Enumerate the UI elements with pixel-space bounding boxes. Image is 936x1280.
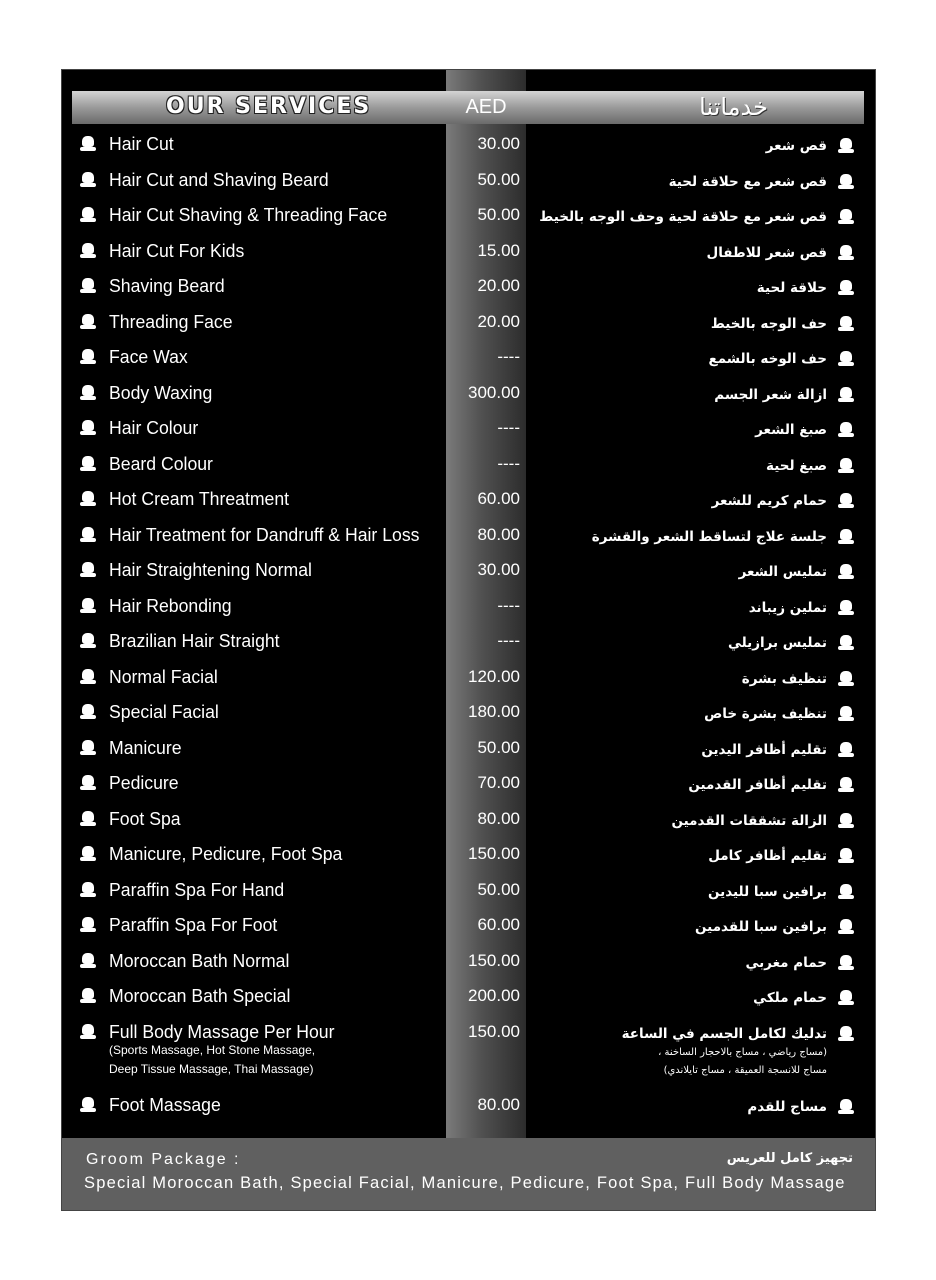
top-hat-icon	[838, 493, 854, 509]
service-name: Brazilian Hair Straight	[109, 631, 280, 651]
top-hat-icon	[838, 671, 854, 687]
service-row	[62, 808, 876, 838]
service-price: 60.00	[477, 489, 520, 508]
service-price: 150.00	[468, 1021, 520, 1041]
top-hat-icon	[838, 280, 854, 296]
service-price: 60.00	[477, 915, 520, 934]
service-price: 50.00	[477, 205, 520, 224]
service-name: Hot Cream Threatment	[109, 489, 290, 509]
service-name: Hair Cut	[109, 134, 174, 154]
top-hat-icon	[80, 811, 96, 827]
service-name-arabic: تمليس برازيلي	[727, 635, 827, 651]
service-price: 20.00	[477, 276, 520, 295]
service-name-arabic: حف الوخه بالشمع	[708, 351, 827, 367]
service-name-arabic: تنظيف بشرة	[741, 670, 827, 687]
top-hat-icon	[838, 387, 854, 403]
service-row	[62, 843, 876, 873]
top-hat-icon	[80, 243, 96, 259]
service-row	[62, 204, 876, 234]
top-hat-icon	[80, 953, 96, 969]
service-name: Foot Massage	[109, 1095, 221, 1115]
top-hat-icon	[80, 917, 96, 933]
top-hat-icon	[80, 882, 96, 898]
top-hat-icon	[80, 846, 96, 862]
service-price: ----	[497, 453, 520, 473]
service-price: 50.00	[477, 879, 520, 899]
service-name: Foot Spa	[109, 808, 181, 829]
service-name-arabic: جلسة علاج لتساقط الشعر والقشرة	[591, 528, 827, 545]
service-row	[62, 524, 876, 554]
service-row	[62, 666, 876, 696]
service-row	[62, 488, 876, 518]
service-row	[62, 169, 876, 199]
top-hat-icon	[838, 777, 854, 793]
service-price: 20.00	[477, 311, 520, 331]
service-name-arabic: برافين سبا لليدين	[708, 883, 827, 900]
top-hat-icon	[80, 420, 96, 436]
top-hat-icon	[838, 1099, 854, 1115]
service-name: Normal Facial	[109, 666, 218, 687]
service-name: Hair Rebonding	[109, 595, 232, 616]
top-hat-icon	[80, 633, 96, 649]
service-name-arabic: حلاقة لحية	[756, 280, 827, 296]
service-price: 200.00	[468, 986, 520, 1005]
service-name-arabic: تمليس الشعر	[738, 564, 827, 580]
service-name: Full Body Massage Per Hour	[109, 1021, 335, 1042]
service-name-arabic: قص شعر مع حلاقة لحية وحف الوجه بالخيط	[539, 209, 827, 225]
top-hat-icon	[838, 848, 854, 864]
groom-package-band	[62, 1138, 876, 1211]
service-note: (Sports Massage, Hot Stone Massage,	[109, 1042, 316, 1057]
top-hat-icon	[838, 919, 854, 935]
top-hat-icon	[80, 349, 96, 365]
top-hat-icon	[838, 174, 854, 190]
top-hat-icon	[80, 1024, 96, 1040]
service-name: Moroccan Bath Normal	[109, 950, 290, 971]
service-name-arabic: ازالة شعر الجسم	[714, 386, 827, 403]
service-price: ----	[497, 631, 520, 650]
top-hat-icon	[80, 704, 96, 720]
service-row	[62, 1021, 876, 1093]
title-our-services: OUR SERVICES	[166, 94, 372, 119]
service-name: Manicure	[109, 737, 182, 758]
top-hat-icon	[838, 245, 854, 261]
service-price: 80.00	[477, 524, 520, 544]
service-name-arabic: تملين زيباند	[748, 599, 827, 616]
service-name: Paraffin Spa For Foot	[109, 915, 278, 935]
service-list	[62, 70, 876, 1138]
service-name-arabic: قص شعر	[765, 138, 827, 154]
service-row	[62, 240, 876, 270]
service-row	[62, 559, 876, 589]
service-price: 150.00	[468, 950, 520, 970]
service-row	[62, 133, 876, 163]
top-hat-icon	[838, 600, 854, 616]
service-note-arabic: (مساج رياضي ، مساج بالاحجار الساخنة ،	[658, 1046, 827, 1058]
service-row	[62, 630, 876, 660]
service-name-arabic: الزالة تشققات القدمين	[671, 812, 827, 829]
service-name: Hair Treatment for Dandruff & Hair Loss	[109, 524, 420, 545]
top-hat-icon	[80, 598, 96, 614]
service-price: ----	[497, 595, 520, 615]
service-name: Face Wax	[109, 347, 188, 367]
service-name: Hair Straightening Normal	[109, 560, 312, 580]
service-name-arabic: صبغ الشعر	[755, 422, 827, 438]
service-name: Special Facial	[109, 702, 219, 722]
service-row	[62, 737, 876, 767]
service-name: Hair Cut For Kids	[109, 240, 245, 261]
service-price: 180.00	[468, 702, 520, 721]
service-name-arabic: صبغ لحية	[766, 457, 827, 474]
top-hat-icon	[80, 740, 96, 756]
service-name-arabic: تقليم أظافر اليدين	[701, 741, 827, 758]
service-row	[62, 595, 876, 625]
service-name-arabic: برافين سبا للقدمين	[695, 919, 827, 935]
top-hat-icon	[80, 491, 96, 507]
top-hat-icon	[838, 564, 854, 580]
service-name: Hair Cut Shaving & Threading Face	[109, 205, 388, 225]
service-price: ----	[497, 347, 520, 366]
service-row	[62, 382, 876, 412]
service-note-arabic: مساج للانسجة العميقة ، مساج تايلاندي)	[663, 1064, 827, 1076]
service-name: Threading Face	[109, 311, 233, 332]
groom-package-label-arabic: تجهيز كامل للعريس	[726, 1151, 853, 1166]
service-row	[62, 346, 876, 376]
top-hat-icon	[80, 172, 96, 188]
service-name: Beard Colour	[109, 453, 213, 474]
service-price: 30.00	[477, 560, 520, 579]
service-price: 70.00	[477, 773, 520, 792]
top-hat-icon	[80, 456, 96, 472]
service-name: Hair Cut and Shaving Beard	[109, 169, 329, 190]
service-name-arabic: حمام ملكي	[753, 990, 827, 1006]
top-hat-icon	[838, 635, 854, 651]
top-hat-icon	[80, 1097, 96, 1113]
top-hat-icon	[838, 209, 854, 225]
service-row	[62, 701, 876, 731]
service-row	[62, 914, 876, 944]
service-name: Manicure, Pedicure, Foot Spa	[109, 844, 343, 864]
service-price: 50.00	[477, 169, 520, 189]
service-name: Shaving Beard	[109, 276, 225, 296]
service-price: 80.00	[477, 808, 520, 828]
top-hat-icon	[80, 136, 96, 152]
top-hat-icon	[838, 138, 854, 154]
service-name-arabic: تقليم أظافر القدمين	[688, 777, 827, 793]
top-hat-icon	[80, 527, 96, 543]
service-name-arabic: تنظيف بشرة خاص	[704, 706, 827, 722]
top-hat-icon	[80, 314, 96, 330]
service-name-arabic: قص شعر للاطفال	[706, 244, 827, 261]
top-hat-icon	[80, 385, 96, 401]
service-price: 120.00	[468, 666, 520, 686]
top-hat-icon	[838, 955, 854, 971]
service-name-arabic: حمام كريم للشعر	[711, 493, 827, 509]
service-name: Moroccan Bath Special	[109, 986, 291, 1006]
service-price: 150.00	[468, 844, 520, 863]
top-hat-icon	[80, 988, 96, 1004]
top-hat-icon	[838, 990, 854, 1006]
service-name-arabic: حف الوجه بالخيط	[710, 315, 827, 332]
service-price: ----	[497, 418, 520, 437]
top-hat-icon	[838, 813, 854, 829]
service-price: 80.00	[477, 1095, 520, 1114]
top-hat-icon	[80, 775, 96, 791]
service-note: Deep Tissue Massage, Thai Massage)	[109, 1061, 314, 1076]
top-hat-icon	[838, 351, 854, 367]
title-arabic: خدماتنا	[699, 93, 768, 121]
service-price: 30.00	[477, 134, 520, 153]
top-hat-icon	[838, 706, 854, 722]
service-price: 300.00	[468, 382, 520, 402]
service-row	[62, 1094, 876, 1124]
service-name: Hair Colour	[109, 418, 199, 438]
groom-package-label: Groom Package :	[86, 1151, 241, 1168]
service-row	[62, 453, 876, 483]
service-row	[62, 311, 876, 341]
top-hat-icon	[838, 884, 854, 900]
service-name-arabic: تقليم أظافر كامل	[708, 848, 827, 864]
top-hat-icon	[838, 316, 854, 332]
service-row	[62, 950, 876, 980]
services-menu	[61, 69, 876, 1211]
service-name-arabic: حمام مغربي	[745, 954, 827, 971]
top-hat-icon	[838, 458, 854, 474]
service-name-arabic: مساج للقدم	[747, 1099, 827, 1115]
service-price: 50.00	[477, 737, 520, 757]
service-name-arabic: قص شعر مع حلاقة لحية	[668, 173, 827, 190]
service-row	[62, 417, 876, 447]
top-hat-icon	[838, 422, 854, 438]
service-name: Paraffin Spa For Hand	[109, 879, 285, 900]
service-name: Body Waxing	[109, 382, 213, 403]
top-hat-icon	[80, 207, 96, 223]
service-row	[62, 275, 876, 305]
service-row	[62, 879, 876, 909]
service-name: Pedicure	[109, 773, 179, 793]
service-price: 15.00	[477, 240, 520, 260]
top-hat-icon	[80, 562, 96, 578]
service-name-arabic: تدليك لكامل الجسم في الساعة	[621, 1025, 827, 1042]
service-row	[62, 772, 876, 802]
service-row	[62, 985, 876, 1015]
top-hat-icon	[80, 278, 96, 294]
top-hat-icon	[838, 1026, 854, 1042]
currency-header: AED	[465, 96, 507, 118]
top-hat-icon	[80, 669, 96, 685]
top-hat-icon	[838, 529, 854, 545]
groom-package-items: Special Moroccan Bath, Special Facial, Manicure, Pedicure, Foot Spa, Full Body Massage	[84, 1174, 846, 1192]
top-hat-icon	[838, 742, 854, 758]
